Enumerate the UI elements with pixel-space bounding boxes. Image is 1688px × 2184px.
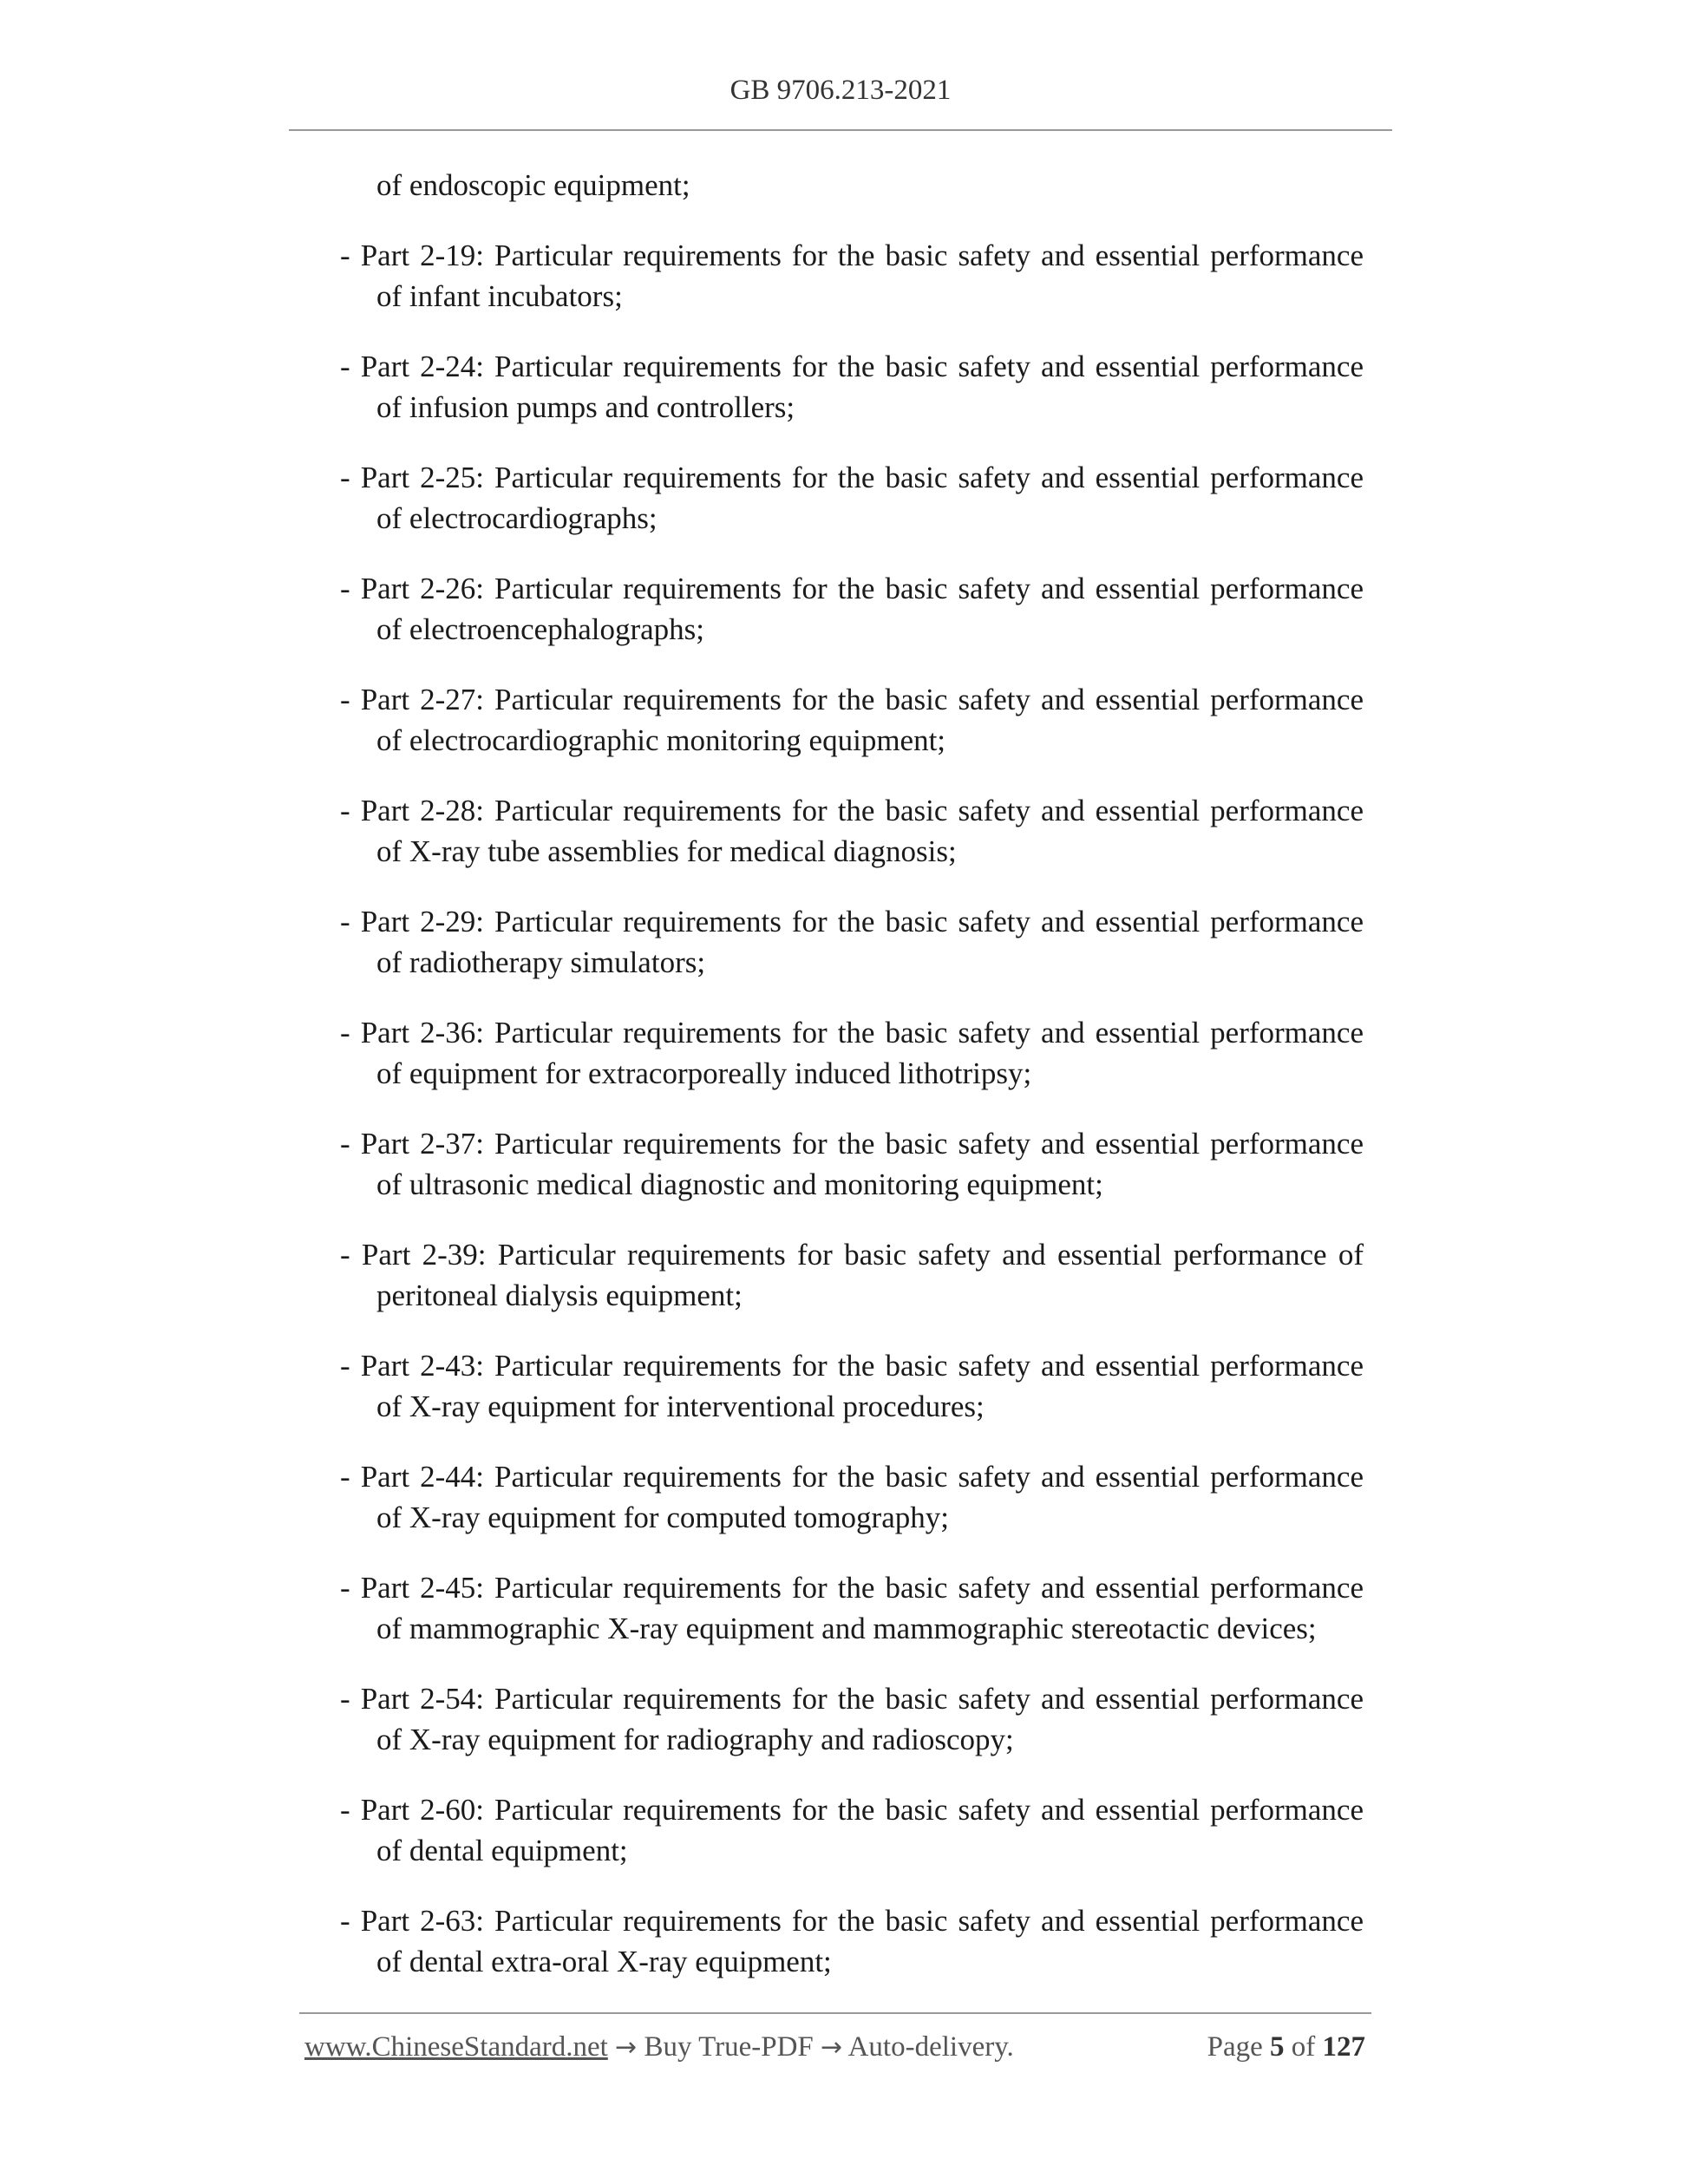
- page-total: 127: [1322, 2031, 1365, 2063]
- list-item: - Part 2-29: Particular requirements for the basic safety and essential performance of radiotherapy simulators;: [340, 905, 1364, 979]
- header-divider: [289, 129, 1392, 131]
- arrow-right-icon: →: [615, 2032, 638, 2063]
- list-item: - Part 2-54: Particular requirements for the basic safety and essential performance of X-ray equipment for radiography and radioscopy;: [340, 1682, 1364, 1756]
- list-item-continuation: of endoscopic equipment;: [376, 168, 690, 202]
- page-current: 5: [1270, 2031, 1285, 2063]
- footer-promo: [304, 2031, 1014, 2063]
- list-item: - Part 2-27: Particular requirements for the basic safety and essential performance of electrocardiographic monitoring equipment;: [340, 683, 1364, 757]
- list-item: - Part 2-39: Particular requirements for basic safety and essential performance of peritoneal dialysis equipment;: [340, 1238, 1364, 1312]
- list-item: - Part 2-45: Particular requirements for the basic safety and essential performance of mammographic X-ray equipment and mammographic stereotactic devices;: [340, 1571, 1364, 1645]
- arrow-right-icon: →: [821, 2032, 843, 2063]
- buy-pdf-text: Buy True-PDF: [644, 2031, 814, 2063]
- list-item: - Part 2-28: Particular requirements for the basic safety and essential performance of X-ray tube assemblies for medical diagnosis;: [340, 794, 1364, 868]
- list-item: - Part 2-19: Particular requirements for the basic safety and essential performance of infant incubators;: [340, 239, 1364, 313]
- page-word: Page: [1207, 2031, 1263, 2063]
- page-of: of: [1291, 2031, 1316, 2063]
- list-item: - Part 2-63: Particular requirements for the basic safety and essential performance of dental extra-oral X-ray equipment;: [340, 1904, 1364, 1978]
- list-item: - Part 2-37: Particular requirements for the basic safety and essential performance of ultrasonic medical diagnostic and monitoring equipment;: [340, 1127, 1364, 1201]
- list-item: - Part 2-44: Particular requirements for the basic safety and essential performance of X-ray equipment for computed tomography;: [340, 1460, 1364, 1534]
- list-item: - Part 2-25: Particular requirements for the basic safety and essential performance of electrocardiographs;: [340, 461, 1364, 535]
- footer-divider: [299, 2012, 1371, 2014]
- site-link[interactable]: www.ChineseStandard.net: [304, 2031, 608, 2063]
- list-item: - Part 2-36: Particular requirements for the basic safety and essential performance of equipment for extracorporeally induced lithotripsy;: [340, 1016, 1364, 1090]
- page-number: [1207, 2031, 1365, 2063]
- list-item: - Part 2-26: Particular requirements for the basic safety and essential performance of electroencephalographs;: [340, 572, 1364, 646]
- page-header-title: GB 9706.213-2021: [730, 75, 952, 106]
- list-item: - Part 2-60: Particular requirements for the basic safety and essential performance of dental equipment;: [340, 1793, 1364, 1867]
- document-body: [340, 165, 1364, 2011]
- auto-delivery-text: Auto-delivery.: [847, 2031, 1014, 2063]
- list-item: - Part 2-43: Particular requirements for the basic safety and essential performance of X-ray equipment for interventional procedures;: [340, 1349, 1364, 1423]
- list-item: - Part 2-24: Particular requirements for the basic safety and essential performance of infusion pumps and controllers;: [340, 350, 1364, 424]
